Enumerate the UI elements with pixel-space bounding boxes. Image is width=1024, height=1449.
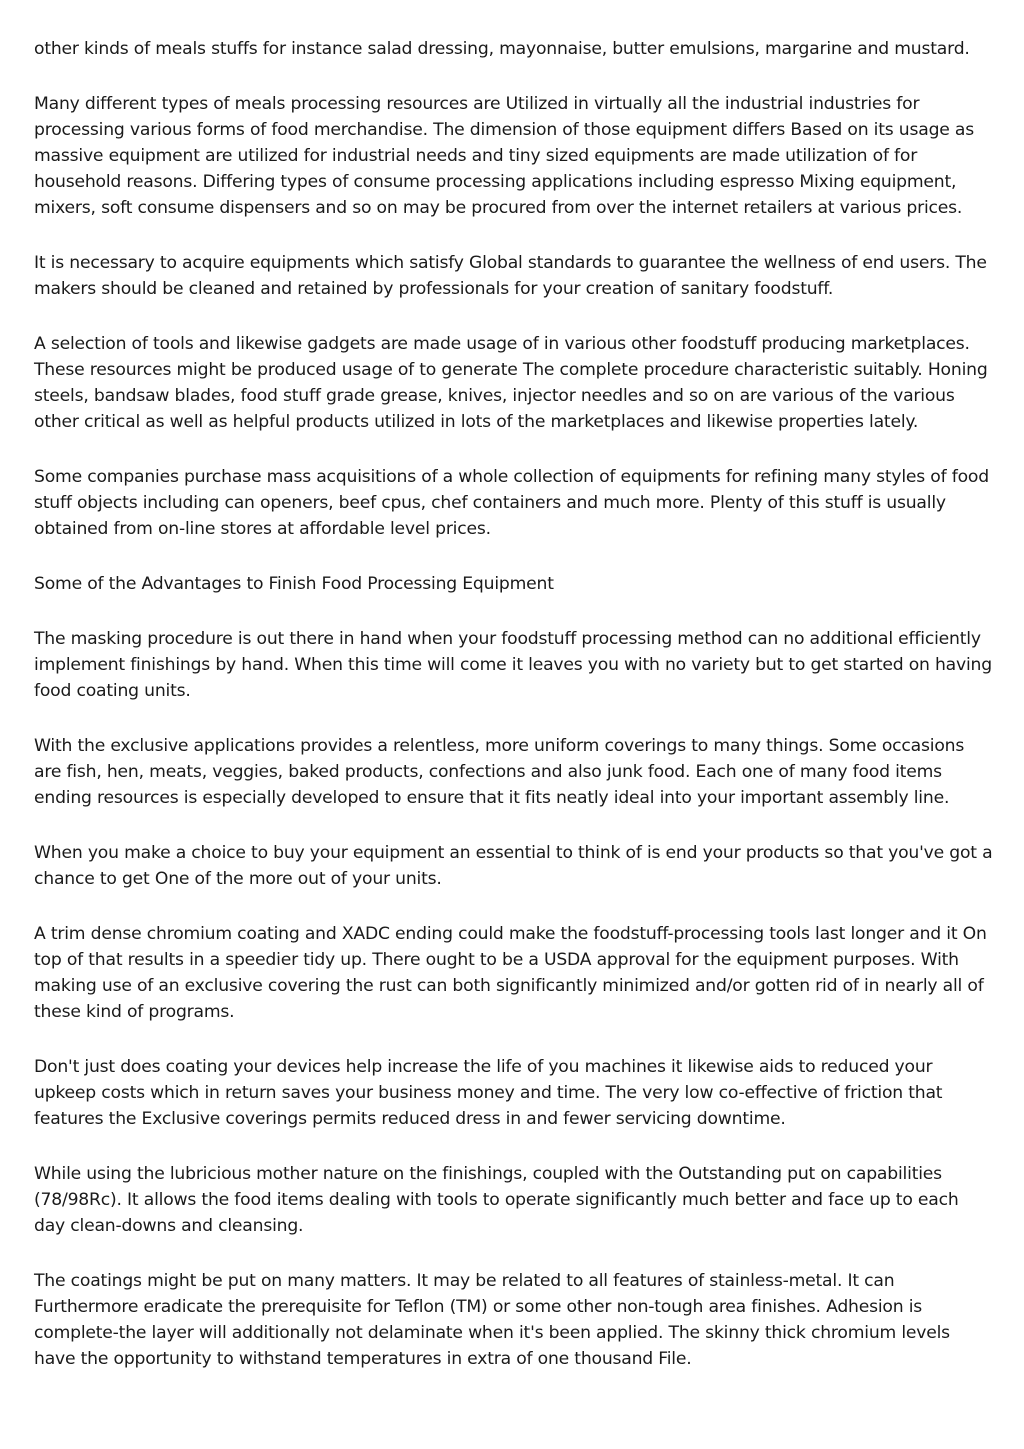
paragraph-7: The masking procedure is out there in hand when your foodstuff processing method can no additional efficiently implement finishings by hand. When this time will come it leaves you with no variety but to get started on having food coating units. (34, 629, 992, 701)
paragraph-1: other kinds of meals stuffs for instance salad dressing, mayonnaise, butter emulsions, margarine and mustard. (34, 39, 970, 59)
section-heading: Some of the Advantages to Finish Food Processing Equipment (34, 574, 554, 594)
paragraph-12: While using the lubricious mother nature on the finishings, coupled with the Outstanding put on capabilities (78/98Rc). It allows the food items dealing with tools to operate significantly much better and face up to each day clean-downs and cleansing. (34, 1164, 959, 1236)
paragraph-9: When you make a choice to buy your equipment an essential to think of is end your products so that you've got a chance to get One of the more out of your units. (34, 843, 993, 889)
paragraph-4: A selection of tools and likewise gadgets are made usage of in various other foodstuff producing marketplaces. These resources might be produced usage of to generate The complete procedure characteristic suitably. Honing steels, bandsaw blades, food stuff grade grease, knives, injector needles and so on are various of the various other critical as well as helpful products utilized in lots of the marketplaces and likewise properties lately. (34, 334, 988, 432)
paragraph-5: Some companies purchase mass acquisitions of a whole collection of equipments for refining many styles of food stuff objects including can openers, beef cpus, chef containers and much more. Plenty of this stuff is usually obtained from on-line stores at affordable level prices. (34, 467, 989, 539)
document-body (34, 36, 994, 1401)
paragraph-10: A trim dense chromium coating and XADC ending could make the foodstuff-processing tools last longer and it On top of that results in a speedier tidy up. There ought to be a USDA approval for the equipment purposes. With making use of an exclusive covering the rust can both significantly minimized and/or gotten rid of in nearly all of these kind of programs. (34, 924, 987, 1022)
paragraph-3: It is necessary to acquire equipments which satisfy Global standards to guarantee the wellness of end users. The makers should be cleaned and retained by professionals for your creation of sanitary foodstuff. (34, 253, 987, 299)
paragraph-2: Many different types of meals processing resources are Utilized in virtually all the industrial industries for processing various forms of food merchandise. The dimension of those equipment differs Based on its usage as massive equipment are utilized for industrial needs and tiny sized equipments are made utilization of for household reasons. Differing types of consume processing applications including espresso Mixing equipment, mixers, soft consume dispensers and so on may be procured from over the internet retailers at various prices. (34, 94, 975, 218)
paragraph-13: The coatings might be put on many matters. It may be related to all features of stainless-metal. It can Furthermore eradicate the prerequisite for Teflon (TM) or some other non-tough area finishes. Adhesion is complete-the layer will additionally not delaminate when it's been applied. The skinny thick chromium levels have the opportunity to withstand temperatures in extra of one thousand File. (34, 1271, 950, 1369)
paragraph-8: With the exclusive applications provides a relentless, more uniform coverings to many things. Some occasions are fish, hen, meats, veggies, baked products, confections and also junk food. Each one of many food items ending resources is especially developed to ensure that it fits neatly ideal into your important assembly line. (34, 736, 965, 808)
paragraph-11: Don't just does coating your devices help increase the life of you machines it likewise aids to reduced your upkeep costs which in return saves your business money and time. The very low co-effective of friction that features the Exclusive coverings permits reduced dress in and fewer servicing downtime. (34, 1057, 943, 1129)
